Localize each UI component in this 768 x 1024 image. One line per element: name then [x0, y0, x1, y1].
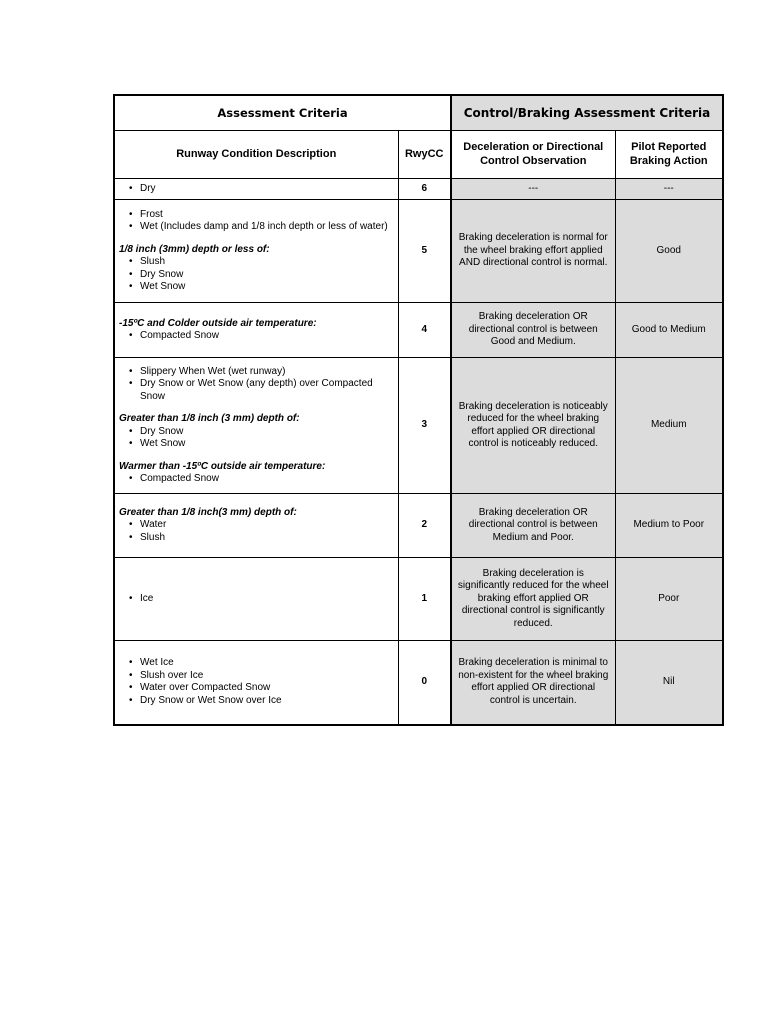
condition-item: • Ice [119, 593, 394, 606]
pilot-report-cell: Good to Medium [615, 303, 723, 358]
runway-condition-assessment-table [113, 94, 724, 726]
pilot-report-cell: Medium to Poor [615, 494, 723, 558]
condition-list [119, 256, 394, 294]
condition-description-cell [114, 303, 398, 358]
control-braking-criteria-header [451, 95, 723, 131]
rwycc-cell: 3 [398, 358, 451, 494]
assessment-criteria-header: Assessment Criteria [114, 95, 451, 131]
condition-group [119, 593, 394, 606]
condition-item: • Dry [119, 183, 394, 196]
observation-cell: Braking deceleration is noticeably reduced for the wheel braking effort applied OR directional control is noticeably reduced. [451, 358, 615, 494]
condition-description-cell [114, 200, 398, 303]
condition-item: • Slush [119, 256, 394, 269]
condition-subheading: Greater than 1/8 inch (3 mm) depth of: [119, 413, 300, 424]
condition-description-cell [114, 494, 398, 558]
condition-list [119, 183, 394, 196]
condition-list [119, 330, 394, 343]
observation-cell: Braking deceleration is normal for the wheel braking effort applied AND directional control is normal. [451, 200, 615, 303]
table-row [114, 179, 723, 200]
table-body [114, 179, 723, 725]
condition-group [119, 657, 394, 707]
pilot-report-cell: Medium [615, 358, 723, 494]
condition-list [119, 426, 394, 451]
control-braking-criteria-title: Control/Braking Assessment Criteria [463, 105, 711, 120]
rwycc-cell: 6 [398, 179, 451, 200]
condition-item: • Wet Snow [119, 281, 394, 294]
condition-description-cell [114, 558, 398, 641]
condition-group [119, 461, 394, 486]
condition-item: • Frost [119, 209, 394, 222]
rwycc-cell: 5 [398, 200, 451, 303]
condition-group [119, 183, 394, 196]
condition-group [119, 318, 394, 343]
condition-list [119, 593, 394, 606]
condition-list [119, 209, 394, 234]
pilot-report-cell: Good [615, 200, 723, 303]
condition-item: • Water [119, 519, 394, 532]
condition-item: • Wet Ice [119, 657, 394, 670]
rwycc-cell: 0 [398, 641, 451, 725]
condition-group [119, 413, 394, 451]
condition-item: • Water over Compacted Snow [119, 682, 394, 695]
pilot-report-cell: --- [615, 179, 723, 200]
condition-item: • Dry Snow [119, 426, 394, 439]
rwycc-cell: 2 [398, 494, 451, 558]
condition-description-cell [114, 641, 398, 725]
condition-item: • Slush over Ice [119, 670, 394, 683]
observation-cell: Braking deceleration OR directional control is between Good and Medium. [451, 303, 615, 358]
condition-item: • Compacted Snow [119, 473, 394, 486]
condition-item: • Compacted Snow [119, 330, 394, 343]
pilot-report-cell: Nil [615, 641, 723, 725]
condition-subheading: -15ºC and Colder outside air temperature: [119, 317, 317, 329]
col-header-description: Runway Condition Description [114, 131, 398, 179]
condition-description-cell [114, 358, 398, 494]
rwycc-cell: 4 [398, 303, 451, 358]
condition-group [119, 507, 394, 545]
column-header-row [114, 131, 723, 179]
col-header-observation: Deceleration or Directional Control Observation [451, 131, 615, 179]
condition-item: • Slippery When Wet (wet runway) [119, 366, 394, 379]
table-row [114, 641, 723, 725]
table-row [114, 303, 723, 358]
condition-list [119, 657, 394, 707]
condition-description-cell [114, 179, 398, 200]
col-header-pilot-report: Pilot Reported Braking Action [615, 131, 723, 179]
condition-subheading: Greater than 1/8 inch(3 mm) depth of: [119, 506, 297, 518]
condition-list [119, 473, 394, 486]
table-row [114, 200, 723, 303]
condition-item: • Wet (Includes damp and 1/8 inch depth or less of water) [119, 221, 394, 234]
condition-list [119, 366, 394, 404]
table-row [114, 558, 723, 641]
observation-cell: Braking deceleration is significantly reduced for the wheel braking effort applied OR directional control is significantly reduced. [451, 558, 615, 641]
condition-subheading: Warmer than -15ºC outside air temperature: [119, 460, 326, 472]
condition-group [119, 209, 394, 234]
condition-item: • Dry Snow or Wet Snow (any depth) over Compacted Snow [119, 378, 394, 403]
condition-list [119, 519, 394, 544]
condition-item: • Dry Snow [119, 269, 394, 282]
observation-cell: Braking deceleration is minimal to non-existent for the wheel braking effort applied OR directional control is uncertain. [451, 641, 615, 725]
condition-item: • Dry Snow or Wet Snow over Ice [119, 695, 394, 708]
observation-cell: Braking deceleration OR directional control is between Medium and Poor. [451, 494, 615, 558]
group-header-row [114, 95, 723, 131]
rwycc-cell: 1 [398, 558, 451, 641]
condition-item: • Slush [119, 532, 394, 545]
condition-item: • Wet Snow [119, 438, 394, 451]
table-row [114, 358, 723, 494]
observation-cell: --- [451, 179, 615, 200]
condition-group [119, 244, 394, 294]
table-row [114, 494, 723, 558]
condition-subheading: 1/8 inch (3mm) depth or less of: [119, 243, 270, 255]
pilot-report-cell: Poor [615, 558, 723, 641]
condition-group [119, 366, 394, 404]
col-header-rwycc: RwyCC [398, 131, 451, 179]
